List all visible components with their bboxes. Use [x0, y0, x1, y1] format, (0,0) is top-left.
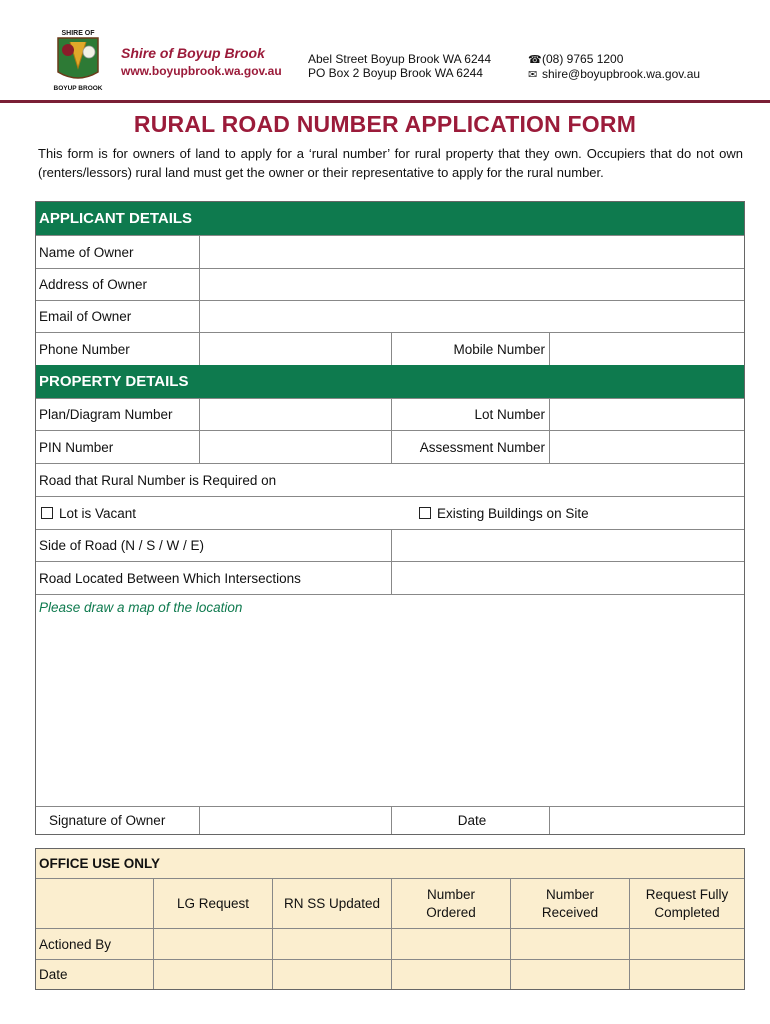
phone-number: (08) 9765 1200	[542, 52, 624, 66]
intersections-label: Road Located Between Which Intersections	[39, 570, 301, 586]
owner-email-field[interactable]	[200, 301, 744, 332]
logo-text-bottom: BOYUP BROOK	[53, 85, 103, 92]
owner-email-row	[36, 300, 744, 332]
lot-number-field[interactable]	[550, 399, 744, 430]
signature-label: Signature of Owner	[49, 813, 166, 828]
owner-email-label: Email of Owner	[39, 309, 132, 324]
office-use-heading: OFFICE USE ONLY	[39, 856, 161, 871]
logo-text-top: SHIRE OF	[61, 30, 95, 37]
intersections-row	[36, 561, 744, 594]
plan-number-label: Plan/Diagram Number	[39, 407, 173, 422]
date-field[interactable]	[550, 807, 744, 834]
contact-details	[528, 52, 700, 82]
road-label[interactable]: Road that Rural Number is Required on	[39, 472, 277, 488]
plan-number-field[interactable]	[200, 399, 391, 430]
col-rn-ss-updated: RN SS Updated	[283, 895, 381, 911]
form-title: RURAL ROAD NUMBER APPLICATION FORM	[133, 111, 637, 137]
email-address[interactable]: shire@boyupbrook.wa.gov.au	[542, 67, 701, 81]
mobile-label: Mobile Number	[453, 341, 545, 357]
phone-label: Phone Number	[39, 341, 130, 357]
phone-row	[36, 332, 744, 365]
owner-address-row	[36, 268, 744, 300]
assessment-number-label: Assessment Number	[419, 439, 545, 455]
office-date-label: Date	[39, 967, 68, 982]
office-use-heading-row	[36, 849, 744, 878]
mobile-field[interactable]	[550, 333, 744, 365]
owner-address-label: Address of Owner	[39, 277, 148, 292]
lot-number-label: Lot Number	[474, 407, 545, 422]
col-lg-request: LG Request	[176, 895, 250, 911]
application-form	[35, 201, 745, 835]
owner-name-field[interactable]	[200, 236, 744, 268]
side-of-road-field[interactable]	[392, 530, 744, 561]
assessment-number-field[interactable]	[550, 431, 744, 463]
street-address: Abel Street Boyup Brook WA 6244	[308, 52, 491, 66]
pin-number-label: PIN Number	[39, 439, 114, 455]
office-date-row	[36, 959, 744, 989]
intersections-field[interactable]	[392, 562, 744, 594]
header-divider	[0, 100, 770, 103]
shire-website[interactable]: www.boyupbrook.wa.gov.au	[121, 64, 282, 78]
office-actioned-row	[36, 928, 744, 959]
lot-vacant-label: Lot is Vacant	[59, 505, 137, 521]
existing-buildings-checkbox[interactable]	[419, 507, 431, 519]
pin-assessment-row	[36, 430, 744, 463]
po-box: PO Box 2 Boyup Brook WA 6244	[308, 66, 483, 80]
actioned-by-label: Actioned By	[39, 936, 112, 952]
col-request-fully-completed: Request Fully Completed	[645, 886, 729, 920]
lot-vacant-option[interactable]	[38, 497, 378, 529]
map-hint: Please draw a map of the location	[39, 599, 243, 615]
signature-field[interactable]	[200, 807, 391, 834]
pin-number-field[interactable]	[200, 431, 391, 463]
signature-row	[36, 806, 744, 834]
intro-text: This form is for owners of land to apply for a ‘rural number’ for rural property that they own. Occupiers that do not own (renters/lessors) rural land must get the owner or their representative to apply for the rural number.	[38, 146, 743, 180]
shire-logo	[48, 28, 108, 92]
owner-name-row	[36, 235, 744, 268]
side-of-road-label: Side of Road (N / S / W / E)	[39, 538, 205, 553]
lot-status-row	[36, 496, 744, 529]
date-label: Date	[457, 812, 487, 828]
office-use-table	[35, 848, 745, 990]
owner-name-label: Name of Owner	[39, 244, 134, 260]
phone-icon: ☎	[528, 54, 542, 66]
postal-address	[308, 52, 491, 80]
applicant-details-heading: APPLICANT DETAILS	[36, 202, 744, 235]
road-row	[36, 463, 744, 496]
office-columns-row	[36, 878, 744, 928]
side-of-road-row	[36, 529, 744, 561]
map-area[interactable]	[36, 594, 744, 806]
col-number-ordered: Number Ordered	[426, 886, 476, 920]
property-details-heading: PROPERTY DETAILS	[36, 365, 744, 398]
phone-field[interactable]	[200, 333, 391, 365]
existing-buildings-option[interactable]	[416, 497, 736, 529]
col-number-received: Number Received	[541, 886, 599, 920]
plan-lot-row	[36, 398, 744, 430]
envelope-icon: ✉	[528, 69, 538, 81]
owner-address-field[interactable]	[200, 269, 744, 300]
shire-name: Shire of Boyup Brook	[121, 45, 265, 61]
lot-vacant-checkbox[interactable]	[41, 507, 53, 519]
existing-buildings-label: Existing Buildings on Site	[437, 505, 589, 521]
